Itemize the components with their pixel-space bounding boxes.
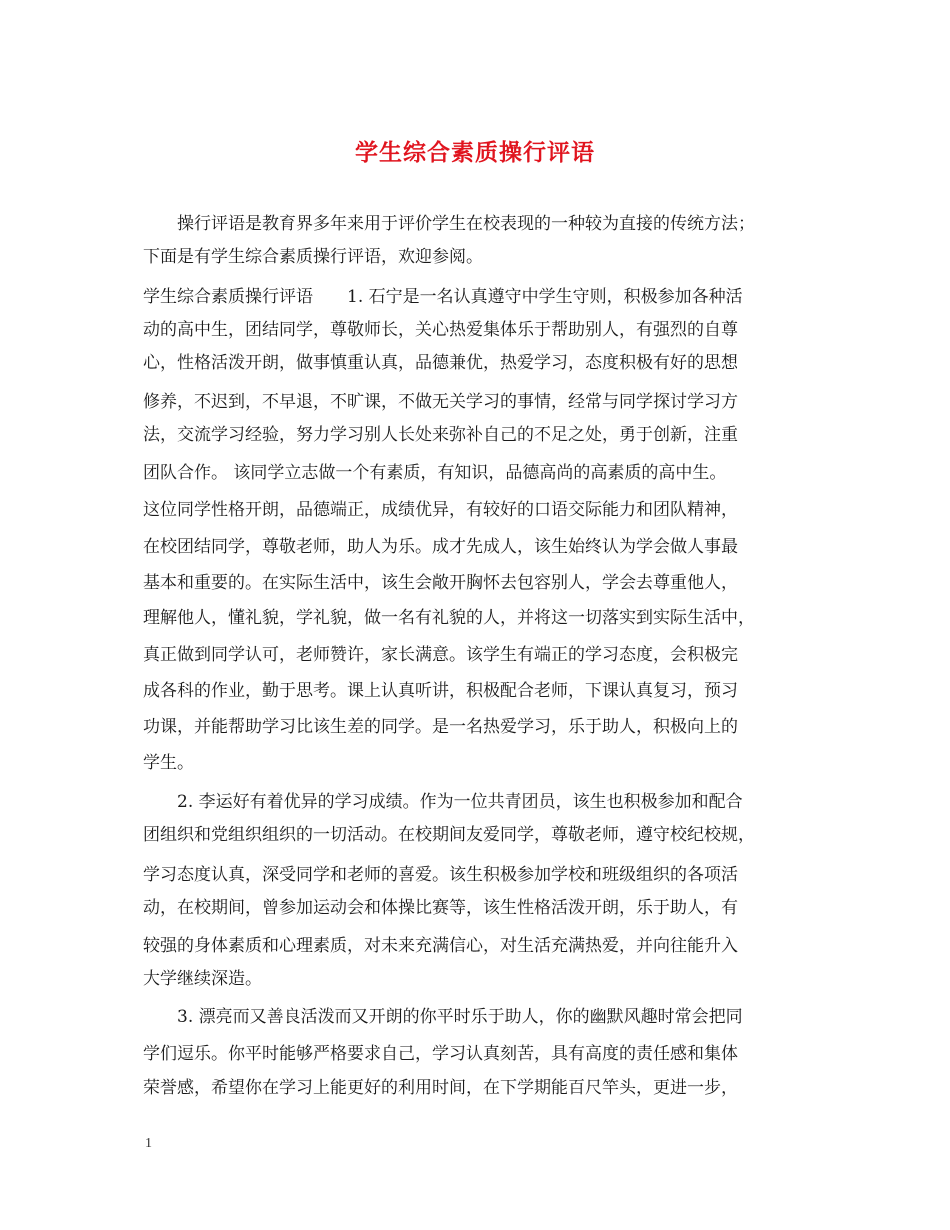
page-number: 1 [145,1136,152,1151]
text-line: 修养，不迟到，不早退，不旷课，不做无关学习的事情，经常与同学探讨学习方 [143,392,738,412]
text-line: 心，性格活泼开朗，做事慎重认真，品德兼优，热爱学习，态度积极有好的思想 [143,353,738,373]
text-line: 2. 李运好有着优异的学习成绩。作为一位共青团员，该生也积极参加和配合 [143,792,743,812]
text-line: 这位同学性格开朗，品德端正，成绩优异，有较好的口语交际能力和团队精神， [143,500,738,520]
text-line: 基本和重要的。在实际生活中，该生会敞开胸怀去包容别人，学会去尊重他人， [143,573,738,593]
text-line: 功课，并能帮助学习比该生差的同学。是一名热爱学习，乐于助人，积极向上的 [143,717,738,737]
text-line: 成各科的作业，勤于思考。课上认真听讲，积极配合老师，下课认真复习，预习 [143,681,738,701]
text-line: 团组织和党组织组织的一切活动。在校期间友爱同学，尊敬老师，遵守校纪校规， [143,825,755,845]
text-line: 学生。 [143,753,194,773]
text-line: 较强的身体素质和心理素质，对未来充满信心，对生活充满热爱，并向往能升入 [143,936,738,956]
text-line: 动，在校期间，曾参加运动会和体操比赛等，该生性格活泼开朗，乐于助人，有 [143,898,738,918]
text-line: 操行评语是教育界多年来用于评价学生在校表现的一种较为直接的传统方法； [143,214,755,234]
text-line: 学们逗乐。你平时能够严格要求自己，学习认真刻苦，具有高度的责任感和集体 [143,1044,738,1064]
text-line: 理解他人，懂礼貌，学礼貌，做一名有礼貌的人，并将这一切落实到实际生活中， [143,608,755,628]
text-line: 下面是有学生综合素质操行评语，欢迎参阅。 [143,247,483,267]
text-line: 大学继续深造。 [143,969,262,989]
text-line: 团队合作。 该同学立志做一个有素质，有知识，品德高尚的高素质的高中生。 [143,463,727,483]
text-line: 荣誉感，希望你在学习上能更好的利用时间，在下学期能百尺竿头，更进一步， [143,1078,738,1098]
text-line: 学习态度认真，深受同学和老师的喜爱。该生积极参加学校和班级组织的各项活 [143,865,738,885]
text-line: 法，交流学习经验，努力学习别人长处来弥补自己的不足之处，勇于创新，注重 [143,425,738,445]
text-line: 真正做到同学认可，老师赞许，家长满意。该学生有端正的学习态度，会积极完 [143,645,738,665]
text-line: 3. 漂亮而又善良活泼而又开朗的你平时乐于助人，你的幽默风趣时常会把同 [143,1007,743,1027]
text-line: 在校团结同学，尊敬老师，助人为乐。成才先成人，该生始终认为学会做人事最 [143,537,738,557]
text-line: 动的高中生，团结同学，尊敬师长，关心热爱集体乐于帮助别人，有强烈的自尊 [143,320,738,340]
document-title: 学生综合素质操行评语 [355,139,595,166]
text-line: 学生综合素质操行评语 1. 石宁是一名认真遵守中学生守则，积极参加各种活 [143,287,743,307]
